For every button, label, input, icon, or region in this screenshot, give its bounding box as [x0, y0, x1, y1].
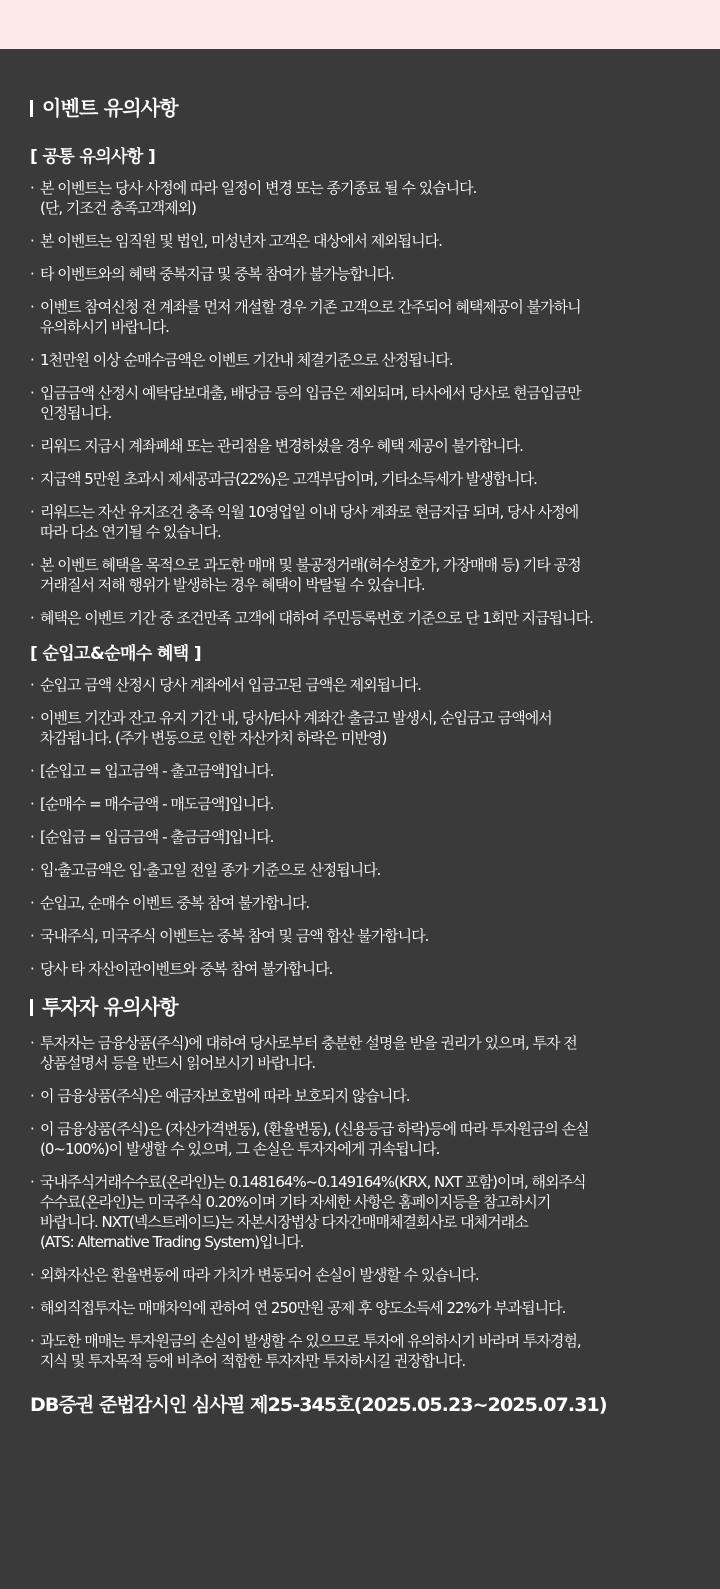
- investor-notice-heading: [30, 995, 694, 1019]
- investor-notice-title: 투자자 유의사항: [42, 995, 178, 1019]
- net-deposit-benefit-title: [ 순입고&순매수 혜택 ]: [30, 644, 202, 664]
- list-item: · 국내주식거래수수료(온라인)는 0.148164%~0.149164%(KRX, NXT 포함)이며, 해외주식 수수료(온라인)는 미국주식 0.20%이며 기타 자세한 사항은 홈페이지등을 참고하시기 바랍니다. NXT(넥스트레이드)는 자본시장법상 다자간매매체결회사로 대체거래소 (ATS: Alternative Trading System)입니다.: [30, 1172, 694, 1252]
- heading-bar-icon: [30, 100, 33, 117]
- event-notice-heading: [30, 96, 694, 120]
- list-item: · 투자자는 금융상품(주식)에 대하여 당사로부터 충분한 설명을 받을 권리가 있으며, 투자 전 상품설명서 등을 반드시 읽어보시기 바랍니다.: [30, 1033, 694, 1073]
- list-item: · 본 이벤트 혜택을 목적으로 과도한 매매 및 불공정거래(허수성호가, 가장매매 등) 기타 공정 거래질서 저해 행위가 발생하는 경우 혜택이 박탈될 수 있습니다.: [30, 555, 694, 595]
- list-item: · 외화자산은 환율변동에 따라 가치가 변동되어 손실이 발생할 수 있습니다.: [30, 1265, 694, 1285]
- event-notice-title: 이벤트 유의사항: [42, 96, 178, 120]
- list-item: · 리워드는 자산 유지조건 충족 익월 10영업일 이내 당사 계좌로 현금지급 되며, 당사 사정에 따라 다소 연기될 수 있습니다.: [30, 502, 694, 542]
- top-pink-band: [0, 0, 720, 49]
- heading-bar-icon: [30, 999, 33, 1016]
- list-item: · 이 금융상품(주식)은 (자산가격변동), (환율변동), (신용등급 하락)등에 따라 투자원금의 손실 (0~100%)이 발생할 수 있으며, 그 손실은 투자자에게 귀속됩니다.: [30, 1119, 694, 1159]
- list-item: · 이벤트 참여신청 전 계좌를 먼저 개설할 경우 기존 고객으로 간주되어 혜택제공이 불가하니 유의하시기 바랍니다.: [30, 297, 694, 337]
- list-item: · 본 이벤트는 당사 사정에 따라 일정이 변경 또는 종기종료 될 수 있습니다. (단, 기조건 충족고객제외): [30, 178, 694, 218]
- list-item: · 이 금융상품(주식)은 예금자보호법에 따라 보호되지 않습니다.: [30, 1086, 694, 1106]
- common-notice-list: [30, 178, 694, 628]
- list-item: · 순입고, 순매수 이벤트 중복 참여 불가합니다.: [30, 893, 694, 913]
- list-item: · [순입고 = 입고금액 - 출고금액]입니다.: [30, 761, 694, 781]
- net-deposit-benefit-list: [30, 675, 694, 979]
- list-item: · 이벤트 기간과 잔고 유지 기간 내, 당사/타사 계좌간 출금고 발생시, 순입금고 금액에서 차감됩니다. (주가 변동으로 인한 자산가치 하락은 미반영): [30, 708, 694, 748]
- list-item: · 지급액 5만원 초과시 제세공과금(22%)은 고객부담이며, 기타소득세가 발생합니다.: [30, 469, 694, 489]
- list-item: · 리워드 지급시 계좌폐쇄 또는 관리점을 변경하셨을 경우 혜택 제공이 불가합니다.: [30, 436, 694, 456]
- list-item: · 타 이벤트와의 혜택 중복지급 및 중복 참여가 불가능합니다.: [30, 264, 694, 284]
- list-item: · 순입고 금액 산정시 당사 계좌에서 입금고된 금액은 제외됩니다.: [30, 675, 694, 695]
- compliance-approval-text: DB증권 준법감시인 심사필 제25-345호(2025.05.23~2025.07.31): [30, 1394, 607, 1416]
- list-item: · 해외직접투자는 매매차익에 관하여 연 250만원 공제 후 양도소득세 22%가 부과됩니다.: [30, 1298, 694, 1318]
- list-item: · [순매수 = 매수금액 - 매도금액]입니다.: [30, 794, 694, 814]
- common-notice-title: [ 공통 유의사항 ]: [30, 147, 156, 167]
- list-item: · 국내주식, 미국주식 이벤트는 중복 참여 및 금액 합산 불가합니다.: [30, 926, 694, 946]
- list-item: · 1천만원 이상 순매수금액은 이벤트 기간내 체결기준으로 산정됩니다.: [30, 350, 694, 370]
- list-item: · 당사 타 자산이관이벤트와 중복 참여 불가합니다.: [30, 959, 694, 979]
- list-item: · 과도한 매매는 투자원금의 손실이 발생할 수 있으므로 투자에 유의하시기 바라며 투자경험, 지식 및 투자목적 등에 비추어 적합한 투자자만 투자하시길 권장합니다.: [30, 1331, 694, 1371]
- notice-content: [0, 49, 720, 1417]
- list-item: · 입금금액 산정시 예탁담보대출, 배당금 등의 입금은 제외되며, 타사에서 당사로 현금입금만 인정됩니다.: [30, 383, 694, 423]
- list-item: · 입·출고금액은 입·출고일 전일 종가 기준으로 산정됩니다.: [30, 860, 694, 880]
- list-item: · 혜택은 이벤트 기간 중 조건만족 고객에 대하여 주민등록번호 기준으로 단 1회만 지급됩니다.: [30, 608, 694, 628]
- list-item: · 본 이벤트는 임직원 및 법인, 미성년자 고객은 대상에서 제외됩니다.: [30, 231, 694, 251]
- list-item: · [순입금 = 입금금액 - 출금금액]입니다.: [30, 827, 694, 847]
- investor-notice-list: [30, 1033, 694, 1371]
